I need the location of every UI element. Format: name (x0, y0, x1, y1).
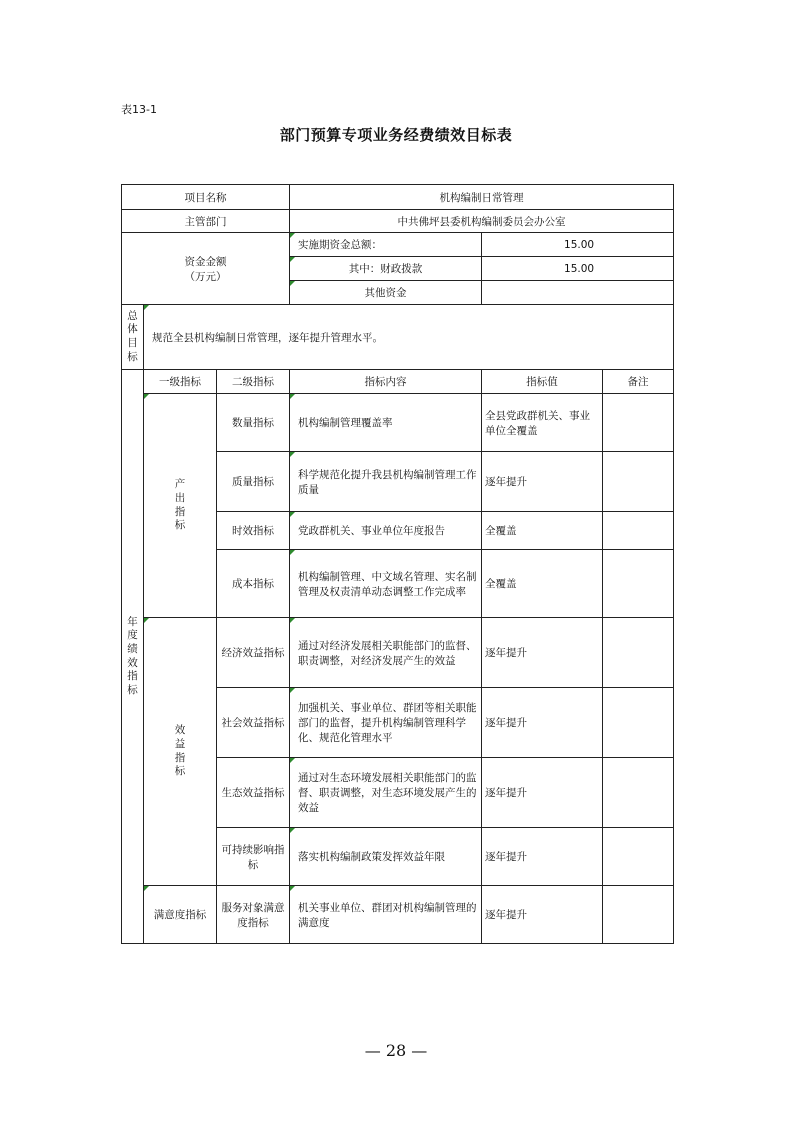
level2-cell: 可持续影响指标 (217, 828, 290, 886)
level2-cell: 质量指标 (217, 452, 290, 512)
level2-cell: 社会效益指标 (217, 688, 290, 758)
value-cell: 逐年提升 (482, 758, 603, 828)
header-level2: 二级指标 (217, 370, 290, 394)
value-cell: 逐年提升 (482, 886, 603, 944)
content-cell: 通过对生态环境发展相关职能部门的监督、职责调整，对生态环境发展产生的效益 (290, 758, 482, 828)
overall-goal-text: 规范全县机构编制日常管理，逐年提升管理水平。 (144, 305, 674, 370)
output-indicators-label: 产出指标 (144, 394, 217, 618)
header-remark: 备注 (603, 370, 674, 394)
level2-cell: 经济效益指标 (217, 618, 290, 688)
funds-label: 资金金额 (184, 255, 227, 268)
level2-cell: 成本指标 (217, 550, 290, 618)
page-title: 部门预算专项业务经费绩效目标表 (279, 126, 513, 144)
remark-cell (603, 886, 674, 944)
remark-cell (603, 688, 674, 758)
table-number-label: 表13-1 (121, 103, 157, 116)
value-cell: 逐年提升 (482, 452, 603, 512)
content-cell: 通过对经济发展相关职能部门的监督、职责调整，对经济发展产生的效益 (290, 618, 482, 688)
value-cell: 逐年提升 (482, 688, 603, 758)
value-cell: 逐年提升 (482, 618, 603, 688)
content-cell: 落实机构编制政策发挥效益年限 (290, 828, 482, 886)
level2-cell: 生态效益指标 (217, 758, 290, 828)
level2-cell: 时效指标 (217, 512, 290, 550)
remark-cell (603, 452, 674, 512)
funds-label-cell (122, 233, 290, 305)
funds-unit-label: （万元） (184, 270, 227, 283)
value-cell: 全县党政群机关、事业单位全覆盖 (482, 394, 603, 452)
remark-cell (603, 618, 674, 688)
remark-cell (603, 394, 674, 452)
funds-total-value: 15.00 (482, 233, 674, 257)
table-row (122, 886, 674, 944)
page-number: — 28 — (364, 1041, 428, 1060)
funds-fiscal-label: 其中：财政拨款 (290, 257, 482, 281)
content-cell: 加强机关、事业单位、群团等相关职能部门的监督，提升机构编制管理科学化、规范化管理水平 (290, 688, 482, 758)
funds-other-value (482, 281, 674, 305)
annual-indicators-label: 年度绩效指标 (122, 370, 144, 944)
department-label: 主管部门 (122, 210, 290, 233)
content-cell: 机关事业单位、群团对机构编制管理的满意度 (290, 886, 482, 944)
value-cell: 逐年提升 (482, 828, 603, 886)
funds-other-label: 其他资金 (290, 281, 482, 305)
content-cell: 机构编制管理覆盖率 (290, 394, 482, 452)
department-value: 中共佛坪县委机构编制委员会办公室 (290, 210, 674, 233)
value-cell: 全覆盖 (482, 550, 603, 618)
performance-goals-table (121, 184, 674, 944)
remark-cell (603, 758, 674, 828)
project-name-value: 机构编制日常管理 (290, 185, 674, 210)
funds-fiscal-value: 15.00 (482, 257, 674, 281)
project-name-label: 项目名称 (122, 185, 290, 210)
level2-cell: 服务对象满意度指标 (217, 886, 290, 944)
level2-cell: 数量指标 (217, 394, 290, 452)
table-row (122, 394, 674, 452)
header-value: 指标值 (482, 370, 603, 394)
benefit-indicators-label: 效益指标 (144, 618, 217, 886)
satisfaction-indicators-label: 满意度指标 (144, 886, 217, 944)
overall-goal-label: 总体目标 (122, 305, 144, 370)
table-row (122, 618, 674, 688)
header-content: 指标内容 (290, 370, 482, 394)
header-level1: 一级指标 (144, 370, 217, 394)
value-cell: 全覆盖 (482, 512, 603, 550)
content-cell: 党政群机关、事业单位年度报告 (290, 512, 482, 550)
content-cell: 机构编制管理、中文域名管理、实名制管理及权责清单动态调整工作完成率 (290, 550, 482, 618)
remark-cell (603, 828, 674, 886)
remark-cell (603, 550, 674, 618)
remark-cell (603, 512, 674, 550)
content-cell: 科学规范化提升我县机构编制管理工作质量 (290, 452, 482, 512)
funds-total-label: 实施期资金总额： (290, 233, 482, 257)
